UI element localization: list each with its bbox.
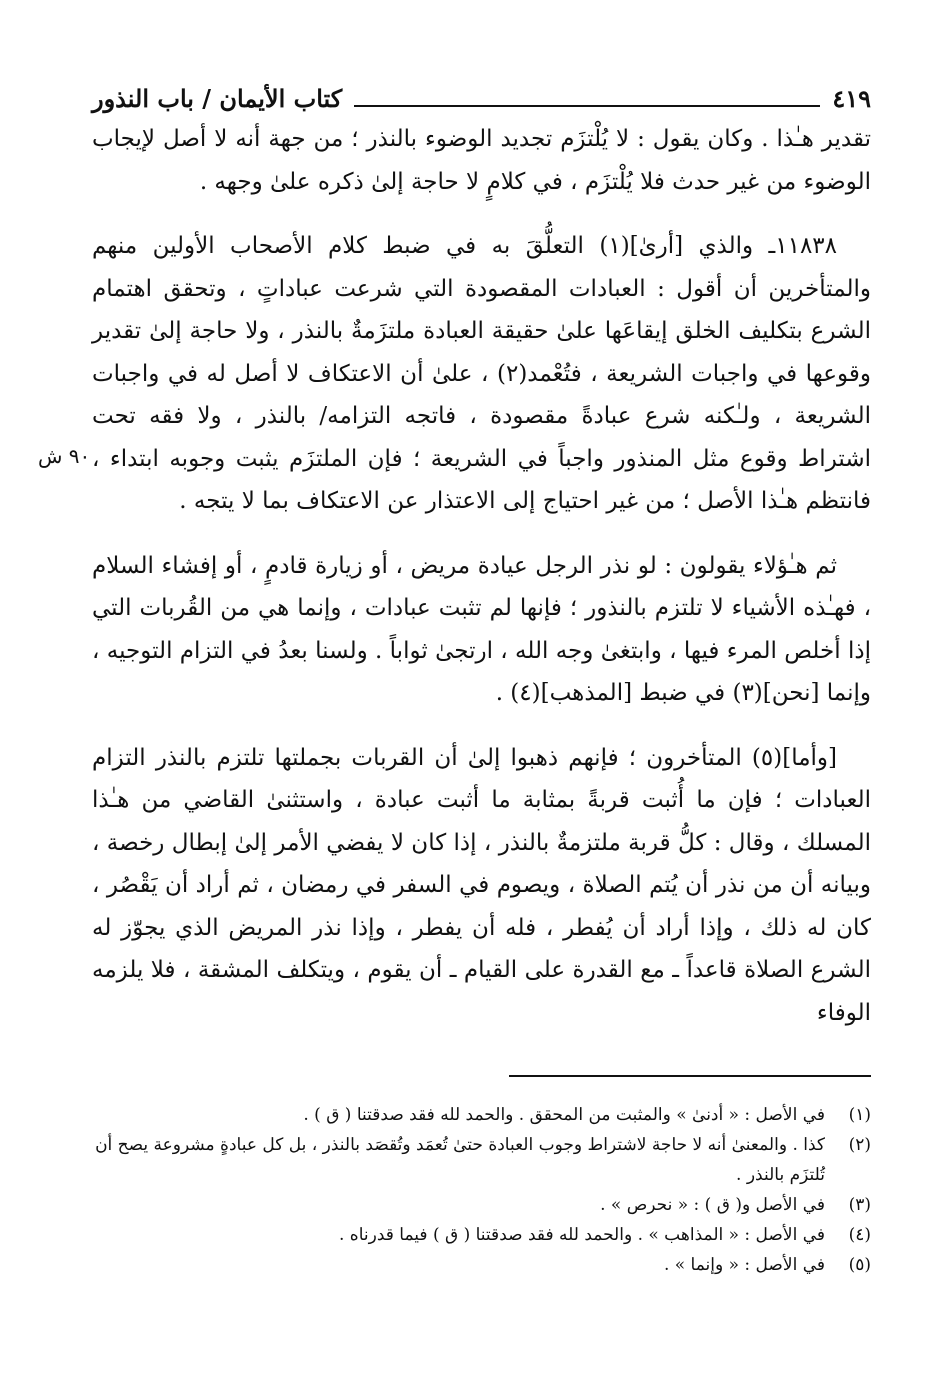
- footnote-item: [92, 1250, 871, 1280]
- footnote-text: في الأصل و( ق ) : « نحرص » .: [600, 1195, 825, 1215]
- footnote-item: [92, 1220, 871, 1250]
- footnote-rule: [509, 1075, 871, 1077]
- footnote-text: في الأصل : « وإنما » .: [663, 1255, 825, 1275]
- main-text: [92, 118, 871, 1034]
- header-rule: [354, 105, 820, 107]
- paragraph-4: [وأما](٥) المتأخرون ؛ فإنهم ذهبوا إلىٰ أن القربات بجملتها تلتزم بالنذر التزام العبادات ؛ فإن ما أُثبت قربةً بمثابة ما أثبت عبادة ، واستثنىٰ القاضي من هـٰذا المسلك ، وقال : كلُّ قربة ملتزمةٌ بالنذر ، إذا كان لا يفضي الأمر إلىٰ إبطال رخصة ، وبيانه أن من نذر أن يُتم الصلاة ، ويصوم في السفر في رمضان ، ثم أراد أن يَقْصُر ، كان له ذلك ، وإذا أراد أن يُفطر ، فله أن يفطر ، وإذا نذر المريض الذي يجوّز له الشرع الصلاة قاعداً ـ مع القدرة على القيام ـ أن يقوم ، ويتكلف المشقة ، فلا يلزمه الوفاء: [92, 744, 871, 1026]
- footnote-item: [92, 1190, 871, 1220]
- footnote-text: في الأصل : « أدنىٰ » والمثبت من المحقق . والحمد لله فقد صدقتنا ( ق ) .: [303, 1105, 825, 1125]
- page: [92, 78, 871, 1056]
- footnotes: [92, 1100, 871, 1280]
- paragraph-1: تقدير هـٰذا . وكان يقول : لا يُلْتزَم تجديد الوضوء بالنذر ؛ من جهة أنه لا أصل لإيجاب الوضوء من غير حدث فلا يُلْتزَم ، في كلامٍ لا حاجة إلىٰ ذكره علىٰ وجهه .: [92, 126, 871, 195]
- footnote-number: (٣): [848, 1195, 871, 1215]
- footnote-text: كذا . والمعنىٰ أنه لا حاجة لاشتراط وجوب العبادة حتىٰ تُعمَد وتُقصَد بالنذر ، بل كل عبادةٍ مشروعة يصح أن تُلتزَم بالنذر .: [95, 1135, 825, 1185]
- margin-note: ٩٠ ش: [38, 444, 91, 468]
- paragraph-2: ١١٨٣٨ـ والذي [أرىٰ](١) التعلُّقَ به في ضبط كلام الأصحاب الأولين منهم والمتأخرين أن أقول : العبادات المقصودة التي شرعت عباداتٍ ، وتحقق اهتمام الشرع بتكليف الخلق إيقاعَها علىٰ حقيقة العبادة ملتزَمةٌ بالنذر ، ولا حاجة إلىٰ تقدير وقوعها في واجبات الشريعة ، فتُعْمد(٢) ، علىٰ أن الاعتكاف لا أصل له في واجبات الشريعة ، ولـٰكنه شرع عبادةً مقصودة ، فاتجه التزامه/ بالنذر ، ولا فقه تحت اشتراط وقوع مثل المنذور واجباً في الشريعة ؛ فإن الملتزَم يثبت وجوبه ابتداء ، فانتظم هـٰذا الأصل ؛ من غير احتياج إلى الاعتذار عن الاعتكاف بما لا يتجه .: [92, 233, 871, 514]
- running-header: [92, 78, 871, 118]
- footnote-number: (٢): [848, 1135, 871, 1155]
- footnote-number: (٤): [848, 1225, 871, 1245]
- page-number: ٤١٩: [832, 83, 871, 113]
- footnote-item: [92, 1130, 871, 1190]
- paragraph-3: ثم هـٰؤلاء يقولون : لو نذر الرجل عيادة مريض ، أو زيارة قادمٍ ، أو إفشاء السلام ، فهـٰذه الأشياء لا تلتزم بالنذور ؛ فإنها لم تثبت عبادات ، وإنما هي من القُربات التي إذا أخلص المرء فيها ، وابتغىٰ وجه الله ، ارتجىٰ ثواباً . ولسنا بعدُ في التزام التوجيه ، وإنما [نحن](٣) في ضبط [المذهب](٤) .: [92, 552, 871, 706]
- footnote-number: (١): [848, 1105, 871, 1125]
- footnote-text: في الأصل : « المذاهب » . والحمد لله فقد صدقتنا ( ق ) فيما قدرناه .: [339, 1225, 825, 1245]
- chapter-title: كتاب الأيمان / باب النذور: [92, 83, 343, 113]
- footnote-number: (٥): [848, 1255, 871, 1275]
- footnote-item: [92, 1100, 871, 1130]
